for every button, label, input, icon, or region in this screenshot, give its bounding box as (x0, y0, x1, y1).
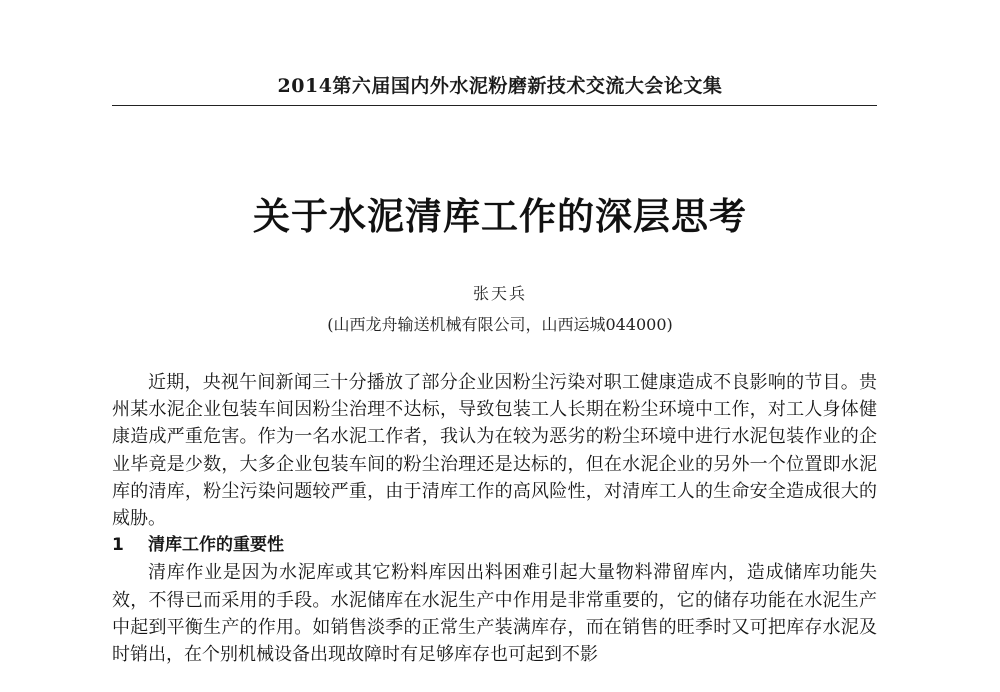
author-name: 张天兵 (472, 284, 527, 303)
section-title: 清库工作的重要性 (148, 535, 284, 556)
running-header: 2014第六届国内外水泥粉磨新技术交流大会论文集 (277, 75, 723, 97)
paper-title: 关于水泥清库工作的深层思考 (253, 195, 747, 238)
intro-paragraph: 近期，央视午间新闻三十分播放了部分企业因粉尘污染对职工健康造成不良影响的节目。贵州某水泥企业包装车间因粉尘治理不达标，导致包装工人长期在粉尘环境中工作，对工人身体健康造成严重危害。作为一名水泥工作者，我认为在较为恶劣的粉尘环境中进行水泥包装作业的企业毕竟是少数，大多企业包装车间的粉尘治理还是达标的，但在水泥企业的另外一个位置即水泥库的清库，粉尘污染问题较严重，由于清库工作的高风险性，对清库工人的生命安全造成很大的威胁。 (112, 372, 877, 530)
author-affiliation: (山西龙舟输送机械有限公司，山西运城044000) (327, 315, 673, 334)
body-text (112, 369, 877, 668)
section-paragraph: 清库作业是因为水泥库或其它粉料库因出料困难引起大量物料滞留库内，造成储库功能失效，不得已而采用的手段。水泥储库在水泥生产中作用是非常重要的，它的储存功能在水泥生产中起到平衡生产的作用。如销售淡季的正常生产装满库存，而在销售的旺季时又可把库存水泥及时销出，在个别机械设备出现故障时有足够库存也可起到不影 (112, 562, 877, 666)
section-heading (112, 532, 877, 559)
section-number: 1 (112, 535, 124, 556)
header-rule (112, 105, 877, 106)
